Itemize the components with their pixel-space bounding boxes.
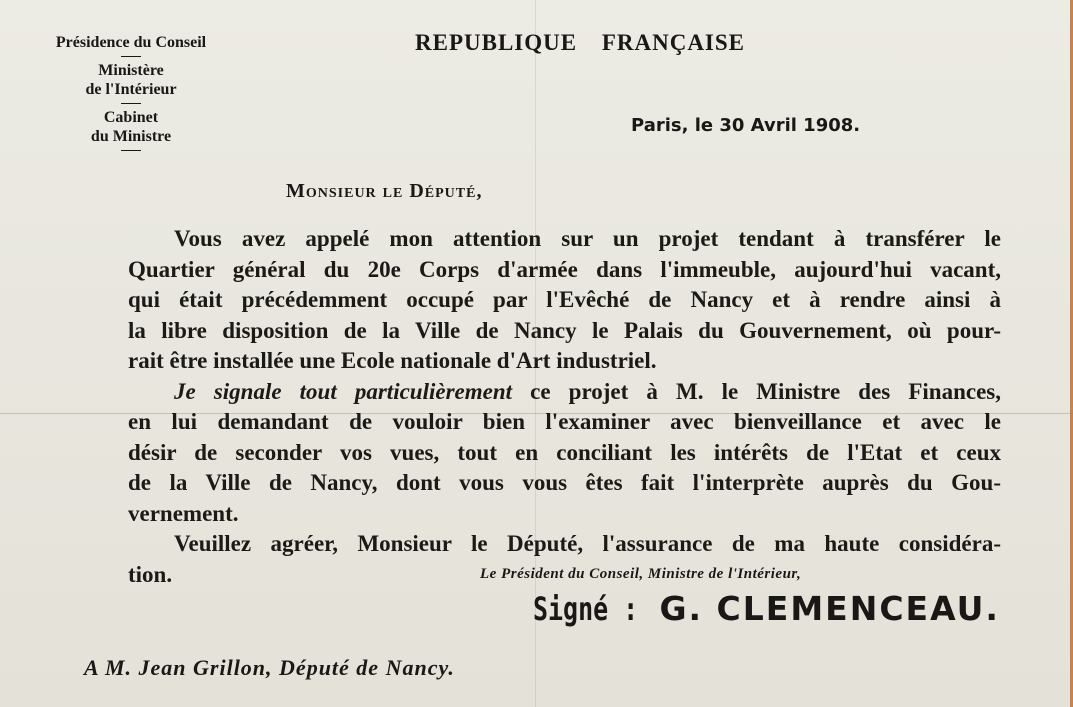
divider <box>121 56 141 57</box>
signatory-title: Le Président du Conseil, Ministre de l'Intérieur, <box>480 566 802 582</box>
emphasis-text: Je signale tout particulièrement <box>174 378 513 404</box>
salutation: Monsieur le Député, <box>286 180 483 202</box>
letter-line: Quartier général du 20e Corps d'armée dans l'immeuble, aujourd'hui vacant, <box>128 256 1001 282</box>
letter-line: la libre disposition de la Ville de Nancy le Palais du Gouvernement, où pour- <box>128 317 1001 343</box>
addressee: A M. Jean Grillon, Député de Nancy. <box>84 655 455 680</box>
signature-signe: Signé : <box>533 590 639 628</box>
letter-line: Veuillez agréer, Monsieur le Député, l'assurance de ma haute considéra- <box>174 531 1001 556</box>
dateline: Paris, le 30 Avril 1908. <box>631 115 861 136</box>
issuer-ministere: Ministère <box>98 62 164 79</box>
letter-line: désir de seconder vos vues, tout en conciliant les intérêts de l'Etat et ceux <box>128 439 1001 465</box>
letter-line: qui était précédemment occupé par l'Evêché de Nancy et à rendre ainsi à <box>128 287 1001 312</box>
letter-line: Vous avez appelé mon attention sur un projet tendant à transférer le <box>174 226 1001 251</box>
divider <box>121 103 141 104</box>
letter-line: de la Ville de Nancy, dont vous vous êtes fait l'interprète auprès du Gou- <box>128 470 1001 495</box>
letter-body <box>128 224 1001 590</box>
letter-line: vernement. <box>128 500 239 526</box>
issuer-interieur: de l'Intérieur <box>85 81 177 98</box>
letter-line: rait être installée une Ecole nationale d'Art industriel. <box>128 348 657 373</box>
signature <box>533 589 1000 628</box>
issuer-cabinet: Cabinet <box>103 109 159 126</box>
issuer-block <box>20 33 242 155</box>
document-title: REPUBLIQUE FRANÇAISE <box>415 30 746 55</box>
letter-line: tion. <box>128 561 173 587</box>
signature-name: G. CLEMENCEAU. <box>659 589 1000 628</box>
letter-line: Je signale tout particulièrement ce projet à M. le Ministre des Finances, <box>174 378 1001 404</box>
issuer-presidence: Présidence du Conseil <box>55 34 207 51</box>
letter-line: en lui demandant de vouloir bien l'examiner avec bienveillance et avec le <box>128 409 1001 434</box>
divider <box>121 150 141 151</box>
issuer-ministre: du Ministre <box>90 128 172 145</box>
